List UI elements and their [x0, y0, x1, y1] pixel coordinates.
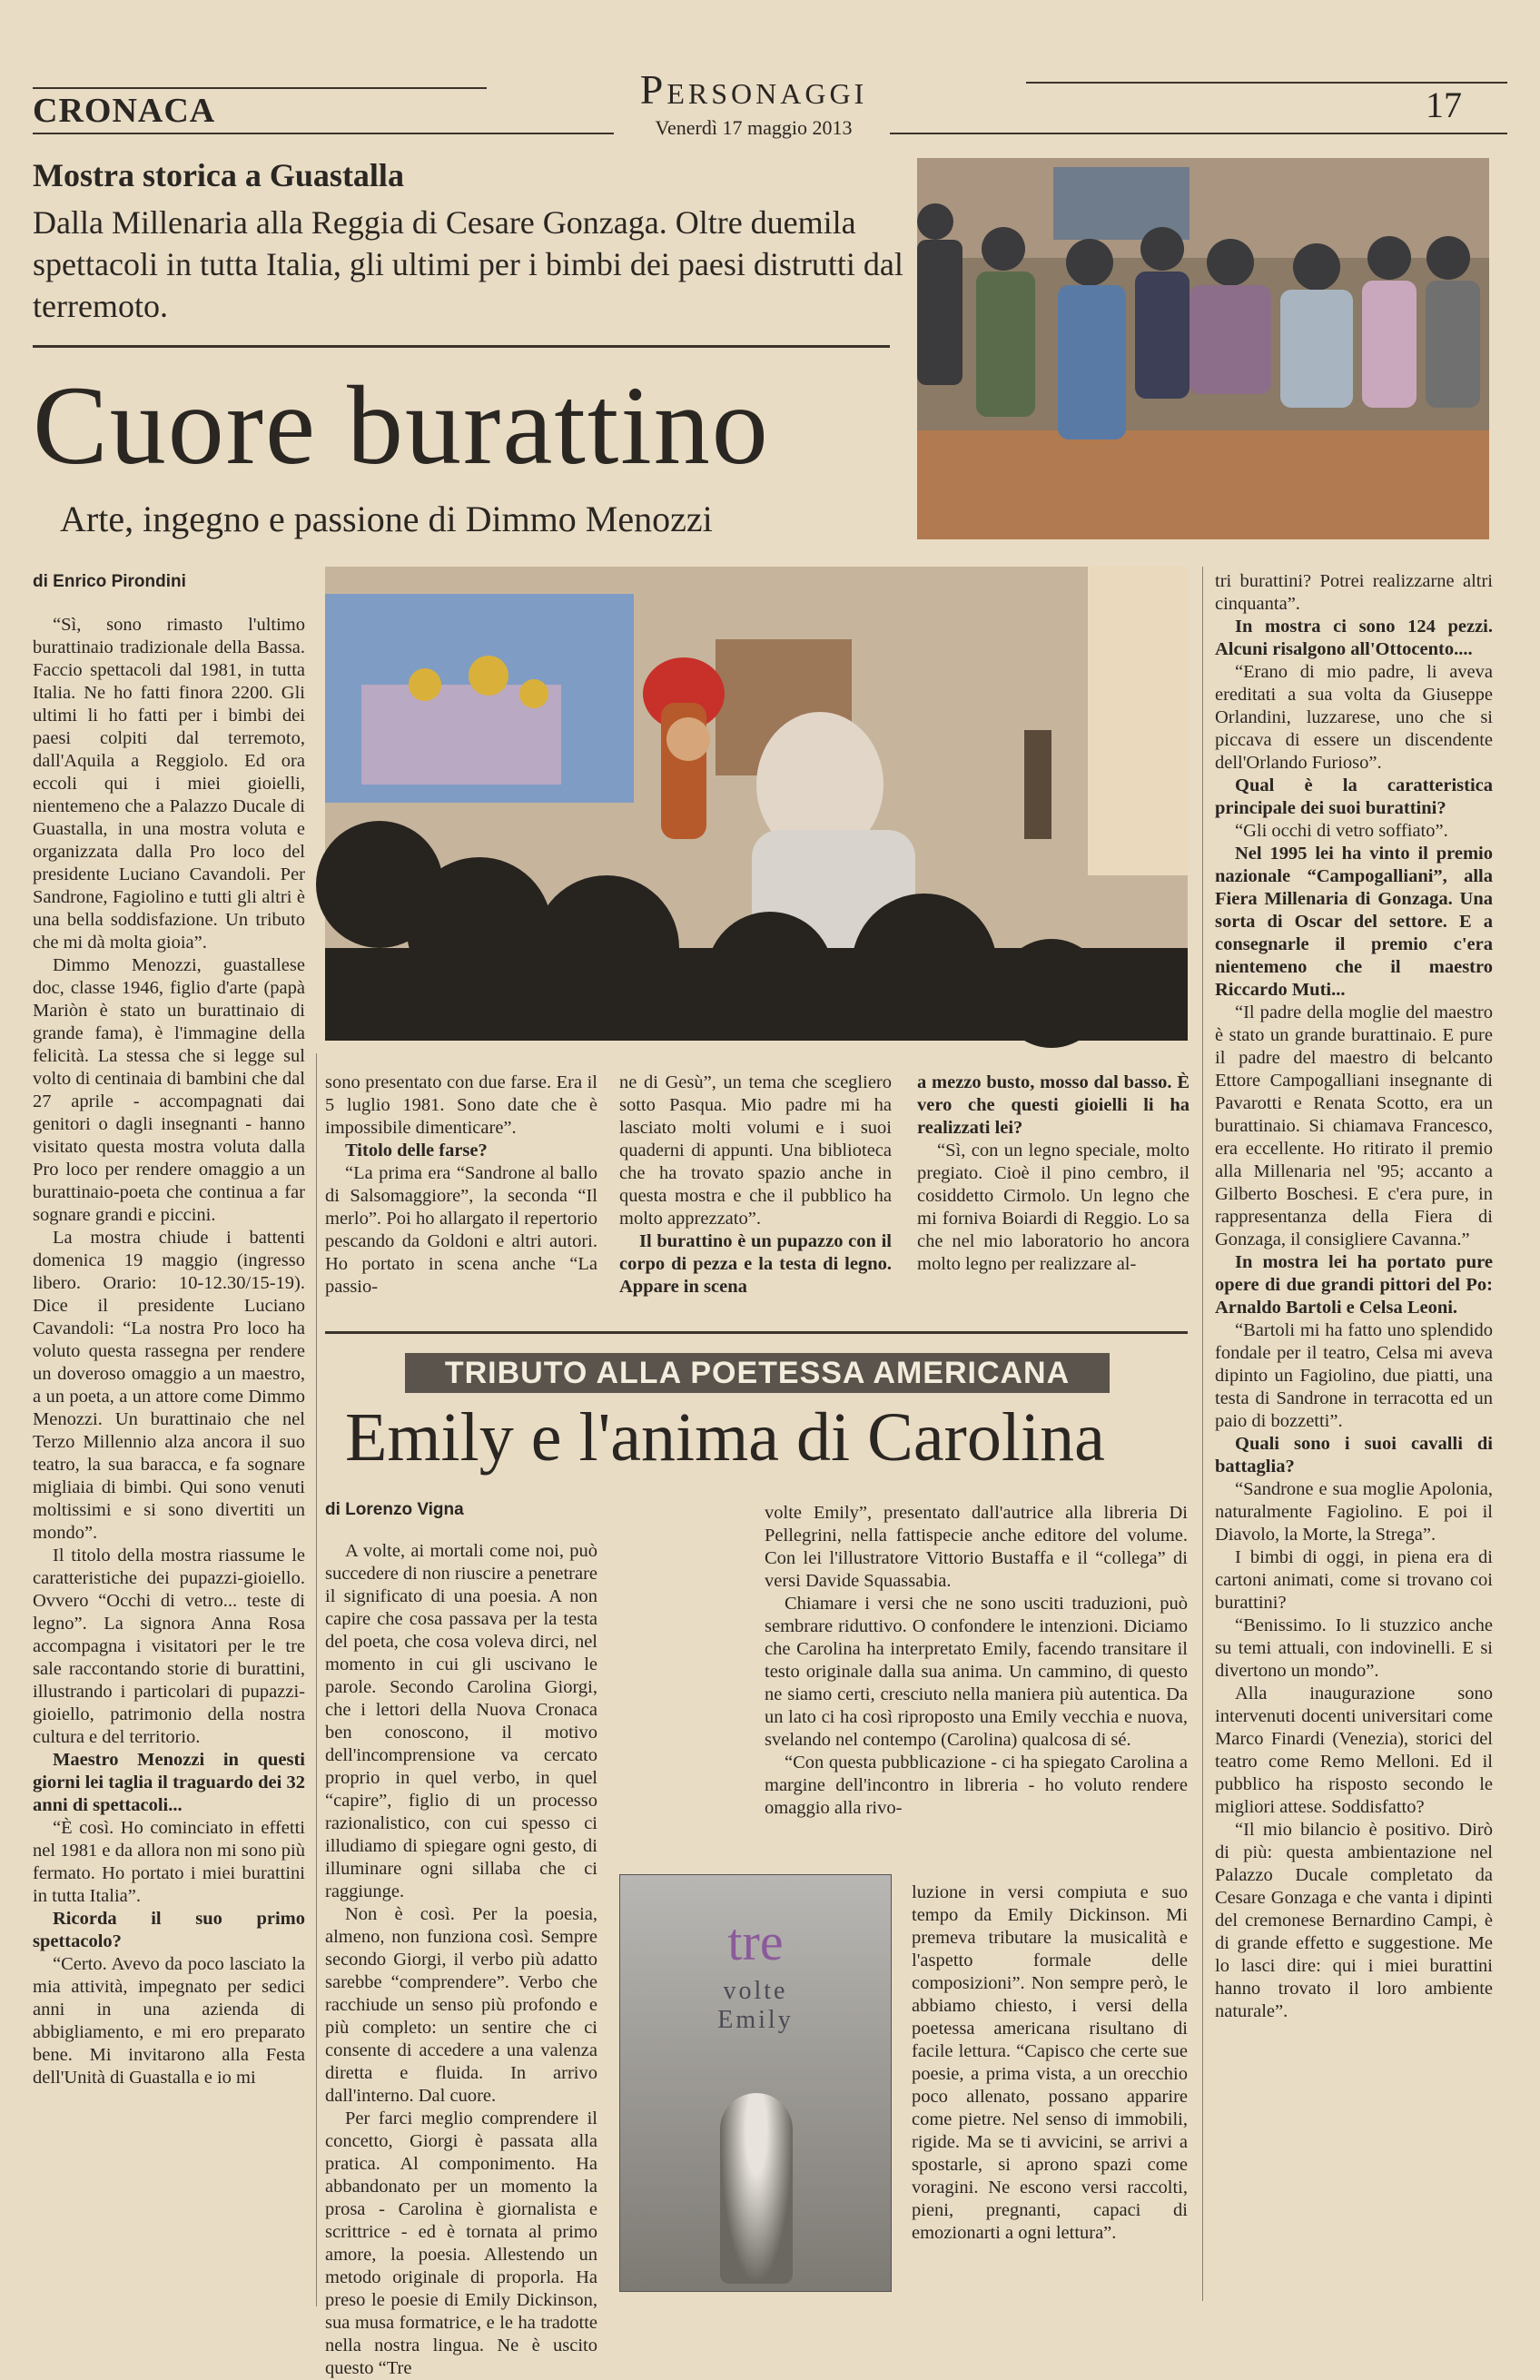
question: Maestro Menozzi in questi giorni lei taglia il traguardo dei 32 anni di spettacoli...	[33, 1750, 305, 1815]
children-photo-art	[917, 158, 1489, 539]
question: Quali sono i suoi cavalli di battaglia?	[1215, 1434, 1493, 1476]
paragraph: “La prima era “Sandrone al ballo di Salsomaggiore”, la seconda “Il merlo”. Poi ho allargato il repertorio pescando da Goldoni e altri autori. Ho portato in scena anche “La passio-	[325, 1163, 597, 1297]
puppeteer-photo	[325, 567, 1188, 1041]
article2-tag: TRIBUTO ALLA POETESSA AMERICANA	[405, 1353, 1110, 1393]
article1-column-5	[1215, 570, 1493, 2305]
section-rule	[325, 1331, 1188, 1334]
article-subhead: Arte, ingegno e passione di Dimmo Menozzi	[60, 499, 713, 539]
paragraph: “Sandrone e sua moglie Apolonia, naturalmente Fagiolino. E poi il Diavolo, la Morte, la Strega”.	[1215, 1479, 1493, 1545]
question: a mezzo busto, mosso dal basso. È vero che questi gioielli li ha realizzati lei?	[917, 1072, 1190, 1138]
article2-column-b	[765, 1502, 1188, 1865]
book-cover-figure	[720, 2093, 793, 2284]
paragraph: Per farci meglio comprendere il concetto, Giorgi è passata alla pratica. Al componimento. Ha abbandonato per un momento la prosa - Carolina è giornalista e scrittrice - ed è tornata al primo amore, la poesia. Allestendo un metodo originale di proporla. Ha preso le poesie di Emily Dickinson, sua musa formatrice, e le ha tradotte nella nostra lingua. Ne è uscito questo “Tre	[325, 2108, 597, 2378]
paragraph: sono presentato con due farse. Era il 5 luglio 1981. Sono date che è impossibile dimenticare”.	[325, 1072, 597, 1138]
article1-column-2	[325, 1071, 597, 1317]
question: Il burattino è un pupazzo con il corpo di pezza e la testa di legno. Appare in scena	[619, 1231, 892, 1297]
article2-byline: di Lorenzo Vigna	[325, 1500, 464, 1519]
page-title: Personaggi	[639, 66, 868, 113]
paragraph: luzione in versi compiuta e suo tempo da Emily Dickinson. Mi premeva tributare la musicalità e l'aspetto formale delle composizioni”. Non sempre però, le abbiamo chiesto, i versi della poetessa americana risultano di facile lettura. “Capisco che certe sue poesie, a prima vista, a un orecchio poco allenato, possano apparire come pietre. Nel senso di immobili, rigide. Ma se ti avvicini, se arrivi a spostarle, si aprono spazi come voragini. Ne escono versi raccolti, pieni, pregnanti, capaci di emozionarti a ogni lettura”.	[912, 1882, 1188, 2243]
paragraph: Alla inaugurazione sono intervenuti docenti universitari come Marco Finardi (Venezia), storici del teatro come Remo Melloni. Ed il pubblico ha risposto secondo le migliori attese. Soddisfatto?	[1215, 1684, 1493, 1817]
paragraph: “Il padre della moglie del maestro è stato un grande burattinaio. E pure il padre del maestro di belcanto Ettore Campogalliani insegnante di Pavarotti e Renata Scotto, era un burattinaio. Si chiamava Francesco, era eccellente. Ho ritirato il premio alla Millenaria nel '95; accanto a Gilberto Boschesi. E c'era pure, in rappresentanza della Fiera di Gonzaga, il consigliere Cavanna.”	[1215, 1002, 1493, 1249]
paragraph: Il titolo della mostra riassume le caratteristiche dei pupazzi-gioiello. Ovvero “Occhi di vetro... teste di legno”. La signora Anna Rosa accompagna i visitatori per le tre sale raccontando storie di burattini, illustrando i particolari di pupazzi-gioiello, patrimonio della nostra cultura e del territorio.	[33, 1546, 305, 1747]
book-cover	[619, 1874, 892, 2292]
paragraph: Dimmo Menozzi, guastallese doc, classe 1946, figlio d'arte (papà Mariòn è stato un burattinaio di grande fama), è l'immagine della felicità. La stessa che si legge sul volto di centinaia di bambini che dal 27 aprile - accompagnati dai genitori o dagli insegnanti - hanno visitato questa mostra voluta dalla Pro loco per rendere omaggio a un burattinaio-poeta che continua a far sognare grandi e piccini.	[33, 955, 305, 1225]
paragraph: La mostra chiude i battenti domenica 19 maggio (ingresso libero. Orario: 10-12.30/15-19). Dice il presidente Luciano Cavandoli: “La nostra Pro loco ha voluto questa rassegna per rendere un doveroso omaggio a un maestro, a un poeta, a un attore come Dimmo Menozzi. Un burattinaio che nel Terzo Millennio alza ancora il suo teatro, la sua baracca, e fa sognare migliaia di bimbi. Qui sono venuti moltissimi e si sono divertiti un mondo”.	[33, 1228, 305, 1543]
paragraph: “Sì, con un legno speciale, molto pregiato. Cioè il pino cembro, il cosiddetto Cirmolo. Un legno che mi forniva Boiardi di Reggio. Lo sa che nel mio laboratorio ho ancora molto legno per realizzare al-	[917, 1141, 1190, 1274]
article2-column-c	[912, 1881, 1188, 2303]
question: Titolo delle farse?	[345, 1141, 488, 1160]
deck-rule	[33, 345, 890, 348]
question: Nel 1995 lei ha vinto il premio nazionale “Campogalliani”, alla Fiera Millenaria di Gonzaga. Una sorta di Oscar del settore. E a consegnarle il premio c'era nientemeno che il maestro Riccardo Muti...	[1215, 844, 1493, 1000]
paragraph: “È così. Ho cominciato in effetti nel 1981 e da allora non mi sono più fermato. Ho portato i miei burattini in tutta Italia”.	[33, 1818, 305, 1906]
paragraph: A volte, ai mortali come noi, può succedere di non riuscire a penetrare il significato di una poesia. A non capire che cosa passava per la testa del poeta, che cosa voleva dirci, nel momento in cui gli uscivano le parole. Secondo Carolina Giorgi, che i lettori della Nuova Cronaca ben conoscono, il motivo dell'incomprensione va cercato proprio in quel verbo, in quel “capire”, figlio di un processo razionalistico, con cui spesso ci illudiamo di spiegare ogni gesto, di illuminare ogni sillaba che ci raggiunge.	[325, 1541, 597, 1901]
question: Ricorda il suo primo spettacolo?	[33, 1909, 305, 1951]
children-at-exhibit-photo	[917, 158, 1489, 539]
issue-date: Venerdì 17 maggio 2013	[655, 116, 853, 139]
article1-column-4	[917, 1071, 1190, 1317]
question: In mostra lei ha portato pure opere di due grandi pittori del Po: Arnaldo Bartoli e Celsa Leoni.	[1215, 1252, 1493, 1318]
paragraph: “Sì, sono rimasto l'ultimo burattinaio tradizionale della Bassa. Faccio spettacoli dal 1981, in tutta Italia. Ne ho fatti finora 2200. Gli ultimi li ho fatti per i bimbi dei paesi colpiti dal terremoto, dall'Aquila a Reggiolo. Ed ora eccoli qui i miei gioielli, nientemeno che a Palazzo Ducale di Guastalla, in una mostra voluta e organizzata dalla Pro loco del presidente Luciano Cavandoli. Per Sandrone, Fagiolino e tutti gli altri è una bella soddisfazione. Un tributo che mi dà molta gioia”.	[33, 615, 305, 953]
paragraph: “Il mio bilancio è positivo. Dirò di più: questa ambientazione nel Palazzo Ducale completato da Cesare Gonzaga e che vanta i dipinti del cremonese Bernardino Campi, è di grande effetto e suggestione. Me lo lasci dire: qui i miei burattini hanno trovato il loro ambiente naturale”.	[1215, 1820, 1493, 2021]
book-title-word: Emily	[717, 2006, 794, 2034]
puppeteer-photo-art	[325, 567, 1188, 1041]
header-rule-left	[33, 87, 487, 89]
column-rule	[316, 1053, 317, 2306]
book-title-word: tre	[727, 1912, 784, 1971]
question: Qual è la caratteristica principale dei suoi burattini?	[1215, 775, 1493, 818]
column-rule	[1202, 567, 1203, 2301]
article-byline: di Enrico Pirondini	[33, 572, 186, 591]
article-kicker: Mostra storica a Guastalla	[33, 157, 404, 193]
paragraph: ne di Gesù”, un tema che scegliero sotto Pasqua. Mio padre mi ha lasciato molti volumi e i suoi quaderni di appunti. Una biblioteca che ha trovato spazio anche in questa mostra e che il pubblico ha molto apprezzato”.	[619, 1072, 892, 1229]
paragraph: “Bartoli mi ha fatto uno splendido fondale per il teatro, Celsa mi aveva dipinto un Fagiolino, due piatti, una testa di Sandrone in terracotta ed un paio di bozzetti”.	[1215, 1320, 1493, 1431]
article1-column-1	[33, 614, 305, 2303]
page-number: 17	[1426, 84, 1462, 125]
paragraph: I bimbi di oggi, in piena era di cartoni animati, come si trovano coi burattini?	[1215, 1547, 1493, 1613]
section-label: CRONACA	[33, 92, 216, 130]
book-title-word: volte	[723, 1977, 788, 2005]
article2-headline: Emily e l'anima di Carolina	[345, 1399, 1105, 1476]
paragraph: tri burattini? Potrei realizzarne altri cinquanta”.	[1215, 571, 1493, 614]
paragraph: Non è così. Per la poesia, almeno, non funziona così. Sempre secondo Giorgi, il verbo più adatto sarebbe “comprendere”. Verbo che racchiude un senso più profondo e più completo: un sentire che ci consente di accedere a una valenza diretta e fluida. In arrivo dall'interno. Dal cuore.	[325, 1904, 597, 2106]
header-rule-right-bottom	[890, 133, 1507, 134]
paragraph: Chiamare i versi che ne sono usciti traduzioni, può sembrare riduttivo. O confondere le intenzioni. Diciamo che Carolina ha interpretato Emily, facendo transitare il testo originale dalla sua anima. Un cammino, di questo ne siamo certi, cresciuto nella maniera più autentica. Da un lato ci ha così riproposto una Emily vecchia e nuova, svelando nel contempo (Carolina) qualcosa di sé.	[765, 1594, 1188, 1750]
article-deck: Dalla Millenaria alla Reggia di Cesare Gonzaga. Oltre duemila spettacoli in tutta Italia, gli ultimi per i bimbi dei paesi distrutti dal terremoto.	[33, 204, 903, 324]
article1-column-3	[619, 1071, 892, 1317]
paragraph: “Benissimo. Io li stuzzico anche su temi attuali, con indovinelli. E si divertono un mondo”.	[1215, 1615, 1493, 1681]
question: In mostra ci sono 124 pezzi. Alcuni risalgono all'Ottocento....	[1215, 617, 1493, 659]
paragraph: “Gli occhi di vetro soffiato”.	[1235, 821, 1448, 841]
header-rule-left-bottom	[33, 133, 614, 134]
paragraph: “Certo. Avevo da poco lasciato la mia attività, impegnato per sedici anni in una azienda di abbigliamento, e mi ero preparato bene. Mi invitarono alla Festa dell'Unità di Guastalla e io mi	[33, 1954, 305, 2088]
paragraph: “Erano di mio padre, li aveva ereditati a sua volta da Giuseppe Orlandini, luzzarese, uno che si piccava di essere un discendente dell'Orlando Furioso”.	[1215, 662, 1493, 773]
article-headline: Cuore burattino	[33, 363, 770, 488]
paragraph: “Con questa pubblicazione - ci ha spiegato Carolina a margine dell'incontro in libreria - ho voluto rendere omaggio alla rivo-	[765, 1753, 1188, 1818]
article2-column-a	[325, 1540, 597, 2378]
paragraph: volte Emily”, presentato dall'autrice alla libreria Di Pellegrini, nella fattispecie anche editore del volume. Con lei l'illustratore Vittorio Bustaffa e il “collega” di versi Davide Squassabia.	[765, 1503, 1188, 1591]
